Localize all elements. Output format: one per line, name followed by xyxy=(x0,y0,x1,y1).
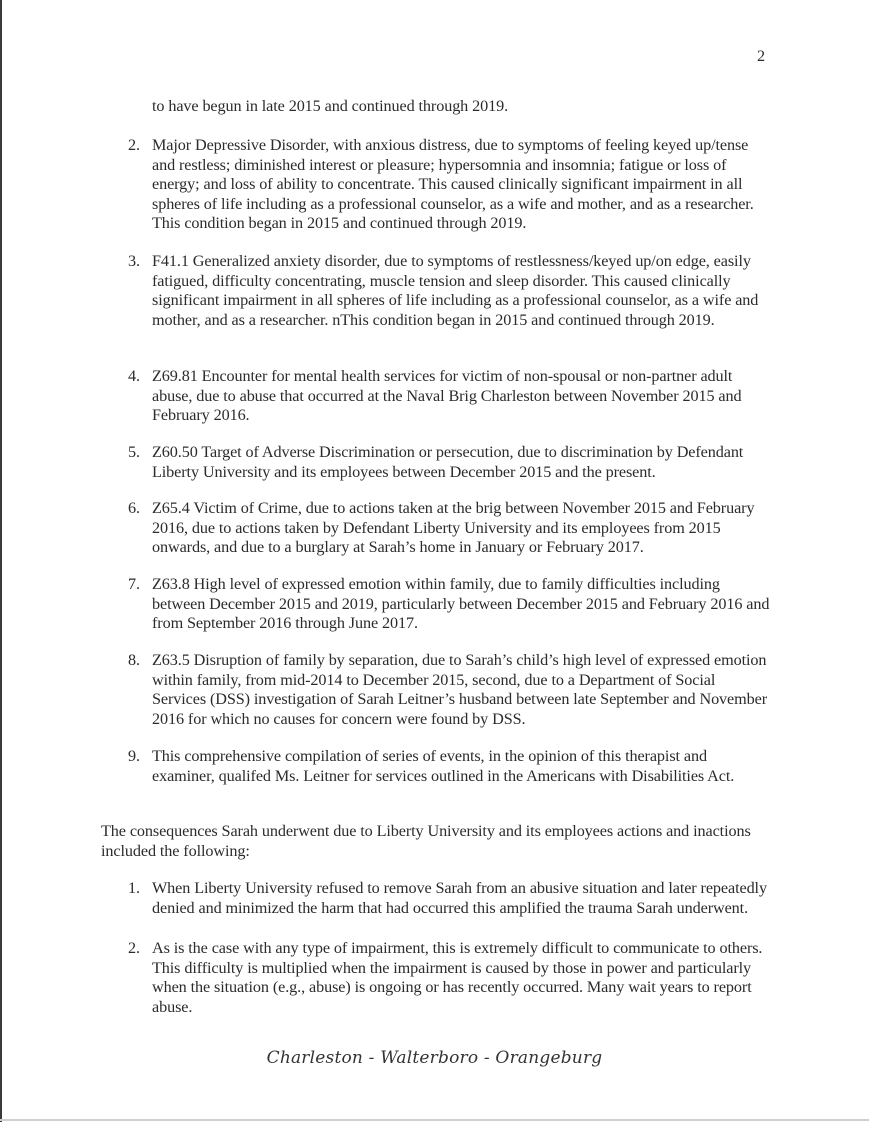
item-number: 8. xyxy=(128,651,140,669)
item-text: Z65.4 Victim of Crime, due to actions taken at the brig between November 2015 and February 2016, due to actions taken by Defendant Liberty University and its employees from 2015 onwards, and due to a burglary at Sarah’s home in January or February 2017. xyxy=(152,499,755,557)
consequence-item xyxy=(128,879,772,918)
item-number: 2. xyxy=(128,939,140,957)
consequence-item xyxy=(128,939,772,1017)
item-text: Z69.81 Encounter for mental health services for victim of non-spousal or non-partner adult abuse, due to abuse that occurred at the Naval Brig Charleston between November 2015 and February 2016. xyxy=(152,367,742,425)
item-text: F41.1 Generalized anxiety disorder, due to symptoms of restlessness/keyed up/on edge, easily fatigued, difficulty concentrating, muscle tension and sleep disorder. This caused clinically significant impairment in all spheres of life including as a professional counselor, as a wife and mother, and as a researcher. nThis condition began in 2015 and continued through 2019. xyxy=(152,252,759,329)
item-number: 9. xyxy=(128,747,140,765)
item-text: When Liberty University refused to remove Sarah from an abusive situation and later repeatedly denied and minimized the harm that had occurred this amplified the trauma Sarah underwent. xyxy=(152,879,767,917)
item-number: 4. xyxy=(128,367,140,385)
item-number: 1. xyxy=(128,879,140,897)
consequences-intro: The consequences Sarah underwent due to Liberty University and its employees actions and inactions included the following: xyxy=(101,822,751,860)
item-text: Z63.5 Disruption of family by separation, due to Sarah’s child’s high level of expressed emotion within family, from mid-2014 to December 2015, second, due to a Department of Social Services (DSS) investigation of Sarah Leitner’s husband between late September and November 2016 for which no causes for concern were found by DSS. xyxy=(152,651,767,728)
footer-locations: Charleston - Walterboro - Orangeburg xyxy=(266,1048,603,1068)
diagnosis-item xyxy=(128,499,772,558)
diagnosis-item xyxy=(128,747,772,786)
diagnosis-item xyxy=(128,367,772,426)
item-text: As is the case with any type of impairment, this is extremely difficult to communicate to others. This difficulty is multiplied when the impairment is caused by those in power and particularly when the situation (e.g., abuse) is ongoing or has recently occurred. Many wait years to report abuse. xyxy=(152,939,763,1016)
item-number: 7. xyxy=(128,575,140,593)
item-number: 3. xyxy=(128,252,140,270)
continuation-text: to have begun in late 2015 and continued through 2019. xyxy=(152,97,509,115)
item-number: 2. xyxy=(128,136,140,154)
diagnosis-item xyxy=(128,575,772,634)
item-text: Major Depressive Disorder, with anxious distress, due to symptoms of feeling keyed up/tense and restless; diminished interest or pleasure; hypersomnia and insomnia; fatigue or loss of energy; and loss of ability to concentrate. This caused clinically significant impairment in all spheres of life including as a professional counselor, as a wife and mother, and as a researcher. This condition began in 2015 and continued through 2019. xyxy=(152,136,754,233)
diagnosis-item xyxy=(128,443,772,482)
diagnosis-item xyxy=(128,651,772,729)
scan-bottom-edge xyxy=(0,1119,869,1121)
page-number: 2 xyxy=(757,47,765,65)
item-number: 6. xyxy=(128,499,140,517)
diagnosis-item xyxy=(128,136,772,234)
diagnosis-item xyxy=(128,252,772,330)
item-text: Z63.8 High level of expressed emotion within family, due to family difficulties including between December 2015 and 2019, particularly between December 2015 and February 2016 and from September 2016 through June 2017. xyxy=(152,575,770,633)
scan-left-edge xyxy=(0,0,2,1122)
item-text: This comprehensive compilation of series of events, in the opinion of this therapist and examiner, qualifed Ms. Leitner for services outlined in the Americans with Disabilities Act. xyxy=(152,747,735,785)
item-text: Z60.50 Target of Adverse Discrimination or persecution, due to discrimination by Defendant Liberty University and its employees between December 2015 and the present. xyxy=(152,443,744,481)
item-number: 5. xyxy=(128,443,140,461)
